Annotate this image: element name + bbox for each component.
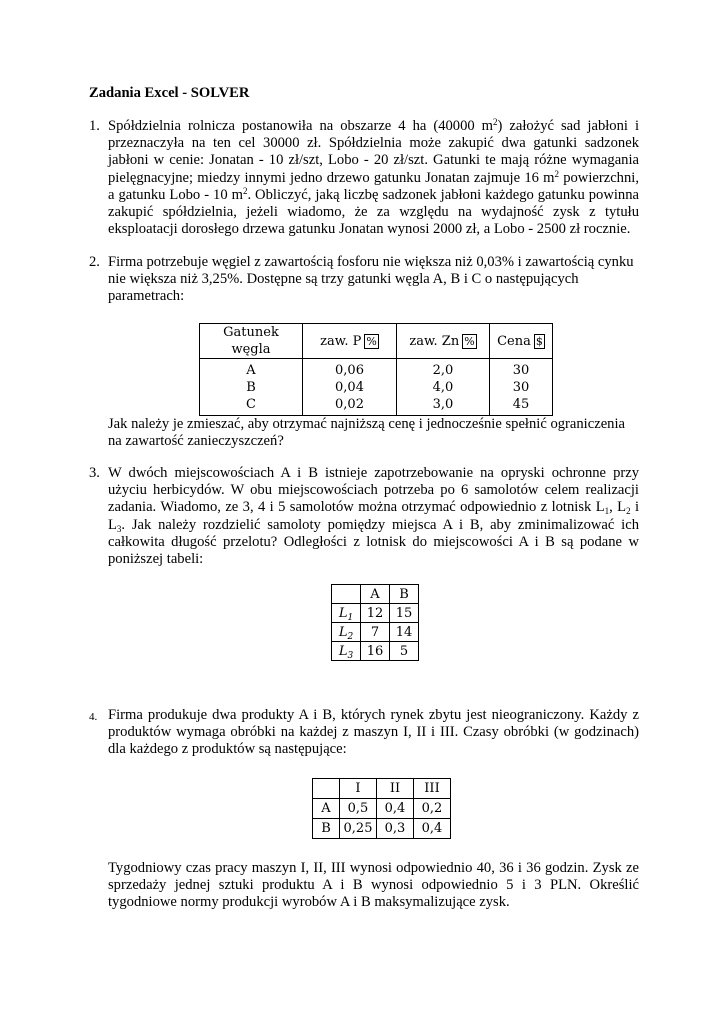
task-number: 2. — [89, 254, 100, 270]
table-cell: 14 — [390, 623, 419, 642]
unit-label: % — [464, 334, 475, 348]
table-row — [200, 359, 553, 380]
empty-corner-cell — [313, 779, 340, 799]
table-cell: 3,0 — [397, 396, 490, 416]
row-label: $L_3$ — [332, 642, 361, 661]
table-cell: 0,3 — [377, 819, 414, 839]
empty-corner-cell — [332, 585, 361, 604]
table-cell: 0,2 — [414, 799, 451, 819]
table-cell: 45 — [490, 396, 553, 416]
table-row — [200, 379, 553, 396]
task-3-text: W dwóch miejscowościach A i B istnieje zapotrzebowanie na opryski ochronne przy użyciu herbicydów. W obu miejscowościach potrzeba po 6 samolotów celem realizacji zadania. Wiadomo, ze 3, 4 i 5 samolotów można otrzymać odpowiednio z lotnisk $L_1$, $L_2$ i $L_3$. Jak należy rozdzielić samoloty pomiędzy miejsca A i B, aby zminimalizować ich całkowita długość przelotu? Odległości z lotnisk do miejscowości A i B są podane w poniższej tabeli: — [108, 465, 639, 568]
table-cell: 30 — [490, 359, 553, 380]
column-header: Cena $ — [490, 324, 553, 359]
task-4-outro: Tygodniowy czas pracy maszyn I, II, III wynosi odpowiednio 40, 36 i 36 godzin. Zysk ze sprzedaży jednej sztuki produktu A i B wynosi odpowiednio 5 i 3 PLN. Określić tygodniowe normy produkcji wyrobów A i B maksymalizujące zysk. — [108, 860, 639, 911]
table-row — [200, 396, 553, 416]
table-cell: 5 — [390, 642, 419, 661]
distance-table — [331, 584, 419, 661]
machining-time-table — [312, 778, 451, 839]
task-2 — [89, 254, 639, 306]
row-label: B — [313, 819, 340, 839]
unit-label: $ — [535, 334, 543, 348]
task-1-text: Spółdzielnia rolnicza postanowiła na obszarze 4 ha (40000 $m^2$) założyć sad jabłoni i przeznaczyła na ten cel 30000 zł. Spółdzielnia może zakupić dwa gatunki sadzonek jabłoni w cenie: Jonatan - 10 zł/szt, Lobo - 20 zł/szt. Gatunki te mają różne wymagania pielęgnacyjne; miedzy innymi jedno drzewo gatunku Jonatan zajmuje 16 $m^2$ powierzchni, a gatunku Lobo - 10 $m^2$. Obliczyć, jaką liczbę sadzonek jabłoni każdego gatunku powinna zakupić spółdzielnia, jeżeli wiadomo, że za względu na wydajność zysk z tytułu eksploatacji dorosłego drzewa gatunku Jonatan wynosi 2000 zł, a Lobo - 2500 zł rocznie. — [108, 117, 639, 238]
table-cell: C — [200, 396, 303, 416]
table-cell: 0,06 — [303, 359, 397, 380]
task-4 — [89, 707, 639, 759]
unit-label: % — [366, 334, 377, 348]
table-cell: 4,0 — [397, 379, 490, 396]
table-cell: A — [200, 359, 303, 380]
table-cell: B — [200, 379, 303, 396]
row-label: A — [313, 799, 340, 819]
table-cell: 12 — [361, 604, 390, 623]
column-header: B — [390, 585, 419, 604]
table-cell: 16 — [361, 642, 390, 661]
table-cell: 0,4 — [377, 799, 414, 819]
column-header: Gatunek węgla — [200, 324, 303, 359]
task-2-question-block — [89, 416, 639, 450]
task-4-outro-block — [89, 860, 639, 912]
column-header: A — [361, 585, 390, 604]
column-header: II — [377, 779, 414, 799]
task-2-question: Jak należy je zmieszać, aby otrzymać najniższą cenę i jednocześnie spełnić ograniczenia na zawartość zanieczyszczeń? — [108, 416, 626, 450]
table-cell: 15 — [390, 604, 419, 623]
table-cell: 2,0 — [397, 359, 490, 380]
task-1 — [89, 118, 639, 238]
table-cell: 0,04 — [303, 379, 397, 396]
column-header: I — [340, 779, 377, 799]
column-header: zaw. Zn % — [397, 324, 490, 359]
row-label: $L_2$ — [332, 623, 361, 642]
table-cell: 0,4 — [414, 819, 451, 839]
task-4-intro: Firma produkuje dwa produkty A i B, których rynek zbytu jest nieograniczony. Każdy z produktów wymaga obróbki na każdej z maszyn I, II i III. Czasy obróbki (w godzinach) dla każdego z produktów są następujące: — [108, 707, 639, 758]
table-row — [332, 642, 419, 661]
table-cell: 30 — [490, 379, 553, 396]
table-row — [313, 799, 451, 819]
page-title: Zadania Excel - SOLVER — [89, 85, 250, 101]
table-row — [332, 604, 419, 623]
table-cell: 0,5 — [340, 799, 377, 819]
task-number: 1. — [89, 118, 100, 134]
table-cell: 7 — [361, 623, 390, 642]
table-row — [313, 819, 451, 839]
column-header: zaw. P % — [303, 324, 397, 359]
table-row — [332, 623, 419, 642]
table-cell: 0,02 — [303, 396, 397, 416]
task-number: 4. — [89, 711, 98, 723]
row-label: $L_1$ — [332, 604, 361, 623]
task-number: 3. — [89, 465, 100, 481]
task-2-intro: Firma potrzebuje węgiel z zawartością fosforu nie większa niż 0,03% i zawartością cynku nie większa niż 3,25%. Dostępne są trzy gatunki węgla A, B i C o następujących parametrach: — [108, 254, 634, 305]
table-cell: 0,25 — [340, 819, 377, 839]
column-header: III — [414, 779, 451, 799]
coal-parameters-table — [199, 323, 553, 416]
task-3 — [89, 465, 639, 568]
